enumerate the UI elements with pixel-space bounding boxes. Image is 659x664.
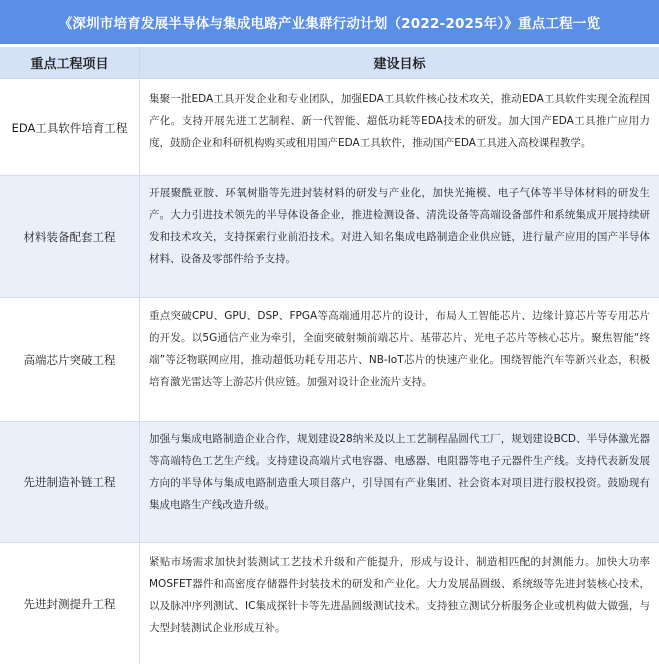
table-header — [0, 47, 659, 79]
row-project-name: 材料装备配套工程 — [0, 176, 140, 297]
page-title: 《深圳市培育发展半导体与集成电路产业集群行动计划（2022-2025年）》重点工程一览 — [0, 0, 659, 44]
row-goal-text: 集聚一批EDA工具开发企业和专业团队，加强EDA工具软件核心技术攻关，推动EDA工具软件实现全流程国产化。支持开展先进工艺制程、新一代智能、超低功耗等EDA技术的研发。加大国产EDA工具推广应用力度，鼓励企业和科研机构购买或租用国产EDA工具软件，推动国产EDA工具进入高校课程教学。 — [149, 93, 650, 149]
row-goal-text: 重点突破CPU、GPU、DSP、FPGA等高端通用芯片的设计，布局人工智能芯片、边缘计算芯片等专用芯片的开发。以5G通信产业为牵引，全面突破射频前端芯片、基带芯片、光电子芯片等核心芯片。聚焦智能“终端”等泛物联网应用，推动超低功耗专用芯片、NB-IoT芯片的快速产业化。围绕智能汽车等新兴业态，积极培育激光雷达等上游芯片供应链。加强对设计企业流片支持。 — [149, 310, 650, 388]
row-project-name: 高端芯片突破工程 — [0, 298, 140, 421]
row-goal-text: 紧贴市场需求加快封装测试工艺技术升级和产能提升，形成与设计、制造相匹配的封测能力。加快大功率MOSFET器件和高密度存储器件封装技术的研发和产业化。大力发展晶圆级、系统级等先进封装核心技术，以及脉冲序列测试、IC集成探针卡等先进晶圆级测试技术。支持独立测试分析服务企业或机构做大做强，与大型封装测试企业形成互补。 — [149, 556, 650, 634]
table-row — [0, 543, 659, 664]
row-goal-text: 加强与集成电路制造企业合作，规划建设28纳米及以上工艺制程晶圆代工厂，规划建设BCD、半导体激光器等高端特色工艺生产线。支持建设高端片式电容器、电感器、电阻器等电子元器件生产线。支持代表新发展方向的半导体与集成电路制造重大项目落户，引导国有产业集团、社会资本对项目进行股权投资。鼓励现有集成电路生产线改造升级。 — [149, 433, 650, 511]
table-row — [0, 298, 659, 422]
row-project-name: EDA工具软件培育工程 — [0, 80, 140, 175]
header-goal: 建设目标 — [373, 57, 426, 72]
row-project-name: 先进制造补链工程 — [0, 422, 140, 542]
table-row — [0, 422, 659, 543]
table-row — [0, 80, 659, 176]
row-goal-text: 开展聚酰亚胺、环氧树脂等先进封装材料的研发与产业化，加快光掩模、电子气体等半导体材料的研发生产。大力引进技术领先的半导体设备企业，推进检测设备、清洗设备等高端设备部件和系统集成开展持续研发和技术攻关，支持探索行业前沿技术。对进入知名集成电路制造企业供应链，进行量产应用的国产半导体材料、设备及零部件给予支持。 — [149, 187, 650, 265]
table-row — [0, 176, 659, 298]
header-project: 重点工程项目 — [0, 47, 140, 78]
row-project-name: 先进封测提升工程 — [0, 543, 140, 664]
